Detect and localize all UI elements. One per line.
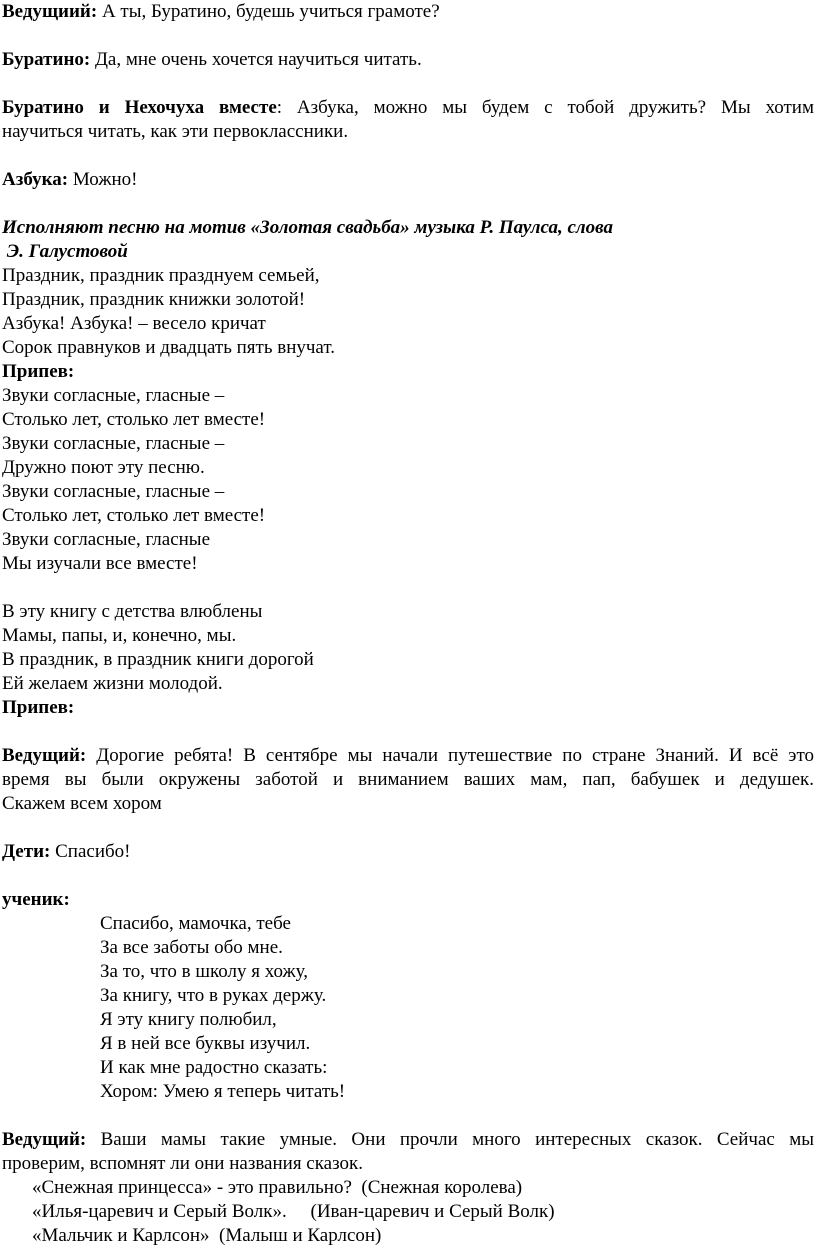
chorus-line: Звуки согласные, гласные (2, 529, 211, 550)
quiz-item: «Снежная принцесса» - это правильно? (Снежная королева) (32, 1177, 523, 1198)
song-heading: Исполняют песню на мотив «Золотая свадьба» музыка Р. Паулса, слова (2, 217, 614, 238)
dialogue-text-continued: проверим, вспомнят ли они названия сказок. (2, 1153, 363, 1174)
verse-line: Ей желаем жизни молодой. (2, 673, 223, 694)
verse-line: В эту книгу с детства влюблены (2, 601, 263, 622)
poem-line: Я эту книгу полюбил, (100, 1009, 277, 1030)
dialogue-text: Спасибо! (50, 841, 131, 862)
chorus-label: Припев: (2, 697, 75, 718)
speaker-label: Азбука: (2, 169, 69, 190)
chorus-label: Припев: (2, 361, 75, 382)
dialogue-presenter-3 (2, 1128, 814, 1152)
student-poem (2, 912, 814, 1104)
dialogue-text: Дорогие ребята! В сентябре мы начали путешествие по стране Знаний. И всё это (86, 745, 814, 766)
dialogue-presenter-1 (2, 0, 814, 24)
dialogue-text-continued: научиться читать, как эти первоклассники. (2, 121, 349, 142)
poem-line: Хором: Умею я теперь читать! (100, 1081, 346, 1102)
speaker-label-student: ученик: (2, 889, 70, 910)
verse-line: В праздник, в праздник книги дорогой (2, 649, 314, 670)
speaker-label: Ведущий: (2, 745, 87, 766)
poem-line: За книгу, что в руках держу. (100, 985, 327, 1006)
dialogue-text: Да, мне очень хочется научиться читать. (90, 49, 422, 70)
speaker-label: Буратино: (2, 49, 91, 70)
speaker-label: Дети: (2, 841, 51, 862)
dialogue-text: : Азбука, можно мы будем с тобой дружить? Мы хотим (276, 97, 814, 118)
speaker-label: Буратино и Нехочуха вместе (2, 97, 277, 118)
dialogue-azbuka (2, 168, 814, 192)
verse-line: Сорок правнуков и двадцать пять внучат. (2, 337, 336, 358)
poem-line: Я в ней все буквы изучил. (100, 1033, 311, 1054)
dialogue-text-continued: время вы были окружены заботой и вниманием ваших мам, пап, бабушек и дедушек. (2, 769, 814, 790)
dialogue-text: Ваши мамы такие умные. Они прочли много интересных сказок. Сейчас мы (86, 1129, 814, 1150)
dialogue-text: Можно! (68, 169, 138, 190)
quiz-item: «Илья-царевич и Серый Волк». (Иван-царевич и Серый Волк) (32, 1201, 555, 1222)
dialogue-text-continued: Скажем всем хором (2, 793, 162, 814)
chorus-line: Столько лет, столько лет вместе! (2, 409, 266, 430)
song-verse-2 (2, 600, 814, 696)
chorus-line: Звуки согласные, гласные – (2, 433, 225, 454)
chorus-line: Столько лет, столько лет вместе! (2, 505, 266, 526)
speaker-label: Ведущиий: (2, 1, 98, 22)
dialogue-text: А ты, Буратино, будешь учиться грамоте? (97, 1, 440, 22)
chorus-line: Мы изучали все вместе! (2, 553, 198, 574)
chorus-line: Звуки согласные, гласные – (2, 385, 225, 406)
song-verse-1 (2, 264, 814, 360)
quiz-item: «Мальчик и Карлсон» (Малыш и Карлсон) (32, 1225, 382, 1246)
song-heading-author: Э. Галустовой (2, 241, 128, 262)
verse-line: Мамы, папы, и, конечно, мы. (2, 625, 237, 646)
fairy-tale-quiz (2, 1176, 814, 1248)
chorus-line: Звуки согласные, гласные – (2, 481, 225, 502)
dialogue-buratino-nekhochukha (2, 96, 814, 120)
dialogue-children (2, 840, 814, 864)
dialogue-buratino (2, 48, 814, 72)
song-chorus (2, 384, 814, 576)
verse-line: Азбука! Азбука! – весело кричат (2, 313, 266, 334)
poem-line: И как мне радостно сказать: (100, 1057, 328, 1078)
verse-line: Праздник, праздник празднуем семьей, (2, 265, 320, 286)
dialogue-presenter-2 (2, 744, 814, 768)
speaker-label: Ведущий: (2, 1129, 87, 1150)
poem-line: За то, что в школу я хожу, (100, 961, 308, 982)
chorus-line: Дружно поют эту песню. (2, 457, 205, 478)
poem-line: Спасибо, мамочка, тебе (100, 913, 291, 934)
poem-line: За все заботы обо мне. (100, 937, 283, 958)
verse-line: Праздник, праздник книжки золотой! (2, 289, 306, 310)
